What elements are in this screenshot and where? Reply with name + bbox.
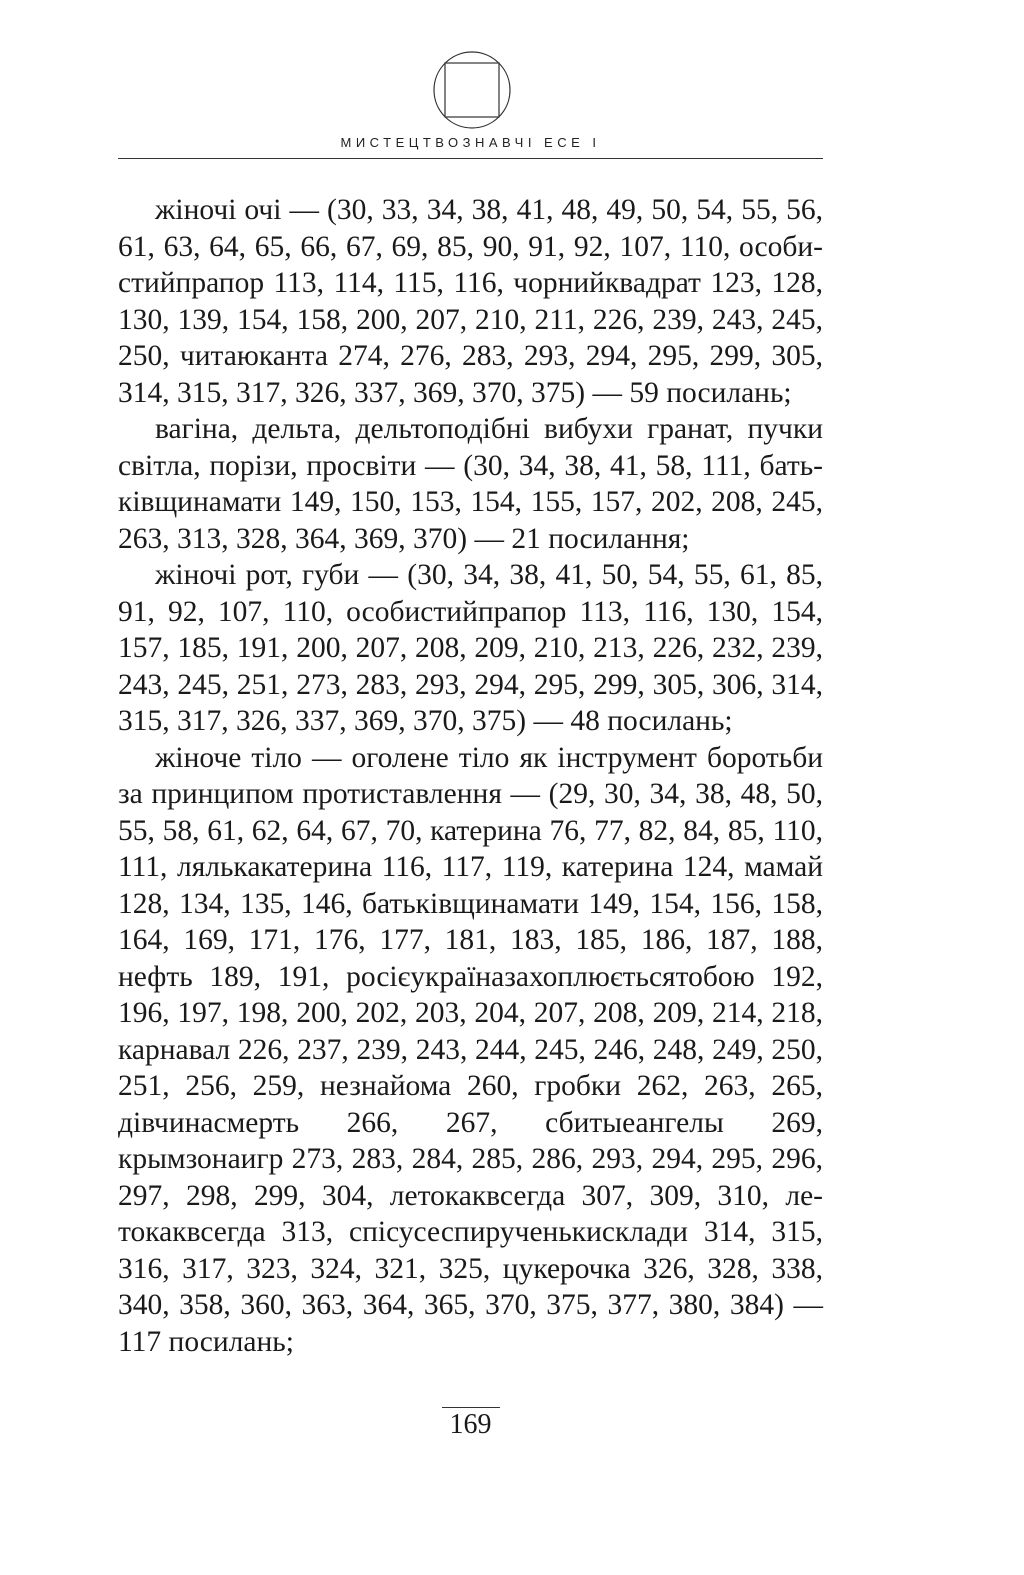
main-text — [118, 192, 823, 1360]
index-entry-female-mouth-lips: жіночі рот, губи — (30, 34, 38, 41, 50, 54, 55, 61, 85, 91, 92, 107, 110, особистийпрапор 113, 116, 130, 154, 157, 185, 191, 200, 207, 208, 209, 210, 213, 226, 232, 239, 243, 245, 251, 273, 283, 293, 294, 295, 299, 305, 306, 314, 315, 317, 326, 337, 369, 370, 375) — 48 посилань; — [118, 559, 823, 737]
page-number — [118, 1407, 823, 1441]
index-entry-female-eyes: жіночі очі — (30, 33, 34, 38, 41, 48, 49, 50, 54, 55, 56, 61, 63, 64, 65, 66, 67, 69, 85, 90, 91, 92, 107, 110, особистийпрапор 113, 114, 115, 116, чорнийквадрат 123, 128, 130, 139, 154, 158, 200, 207, 210, 211, 226, 239, 243, 245, 250, читаюканта 274, 276, 283, 293, 294, 295, 299, 305, 314, 315, 317, 326, 337, 369, 370, 375) — 59 посилань; — [118, 194, 823, 409]
index-entry-vagina-delta: вагіна, дельта, дельтоподібні вибухи гранат, пучки світла, порізи, просвіти — (30, 34, 38, 41, 58, 111, батьківщинамати 149, 150, 153, 154, 155, 157, 202, 208, 245, 263, 313, 328, 364, 369, 370) — 21 посилання; — [118, 413, 823, 555]
header-divider — [118, 158, 823, 159]
running-head-title: МИСТЕЦТВОЗНАВЧІ ЕСЕ І — [340, 135, 601, 150]
index-entry-female-body: жіноче тіло — оголене тіло як інструмент боротьби за принципом протиставлення — (29, 30, 34, 38, 48, 50, 55, 58, 61, 62, 64, 67, 70, катерина 76, 77, 82, 84, 85, 110, 111, лялькакатерина 116, 117, 119, катерина 124, мамай 128, 134, 135, 146, батьківщинамати 149, 154, 156, 158, 164, 169, 171, 176, 177, 181, 183, 185, 186, 187, 188, нефть 189, 191, росієукраїназахоплюєтьсятобою 192, 196, 197, 198, 200, 202, 203, 204, 207, 208, 209, 214, 218, карнавал 226, 237, 239, 243, 244, 245, 246, 248, 249, 250, 251, 256, 259, незнайома 260, гробки 262, 263, 265, дівчинасмерть 266, 267, сбитыеангелы 269, крымзонаигр 273, 283, 284, 285, 286, 293, 294, 295, 296, 297, 298, 299, 304, летокаквсегда 307, 309, 310, летокаквсегда 313, спісусеспирученькисклади 314, 315, 316, 317, 323, 324, 321, 325, цукерочка 326, 328, 338, 340, 358, 360, 363, 364, 365, 370, 375, 377, 380, 384) — 117 посилань; — [118, 741, 823, 1358]
page-number-label: 169 — [442, 1407, 500, 1440]
circle-square-emblem-icon — [432, 50, 512, 130]
